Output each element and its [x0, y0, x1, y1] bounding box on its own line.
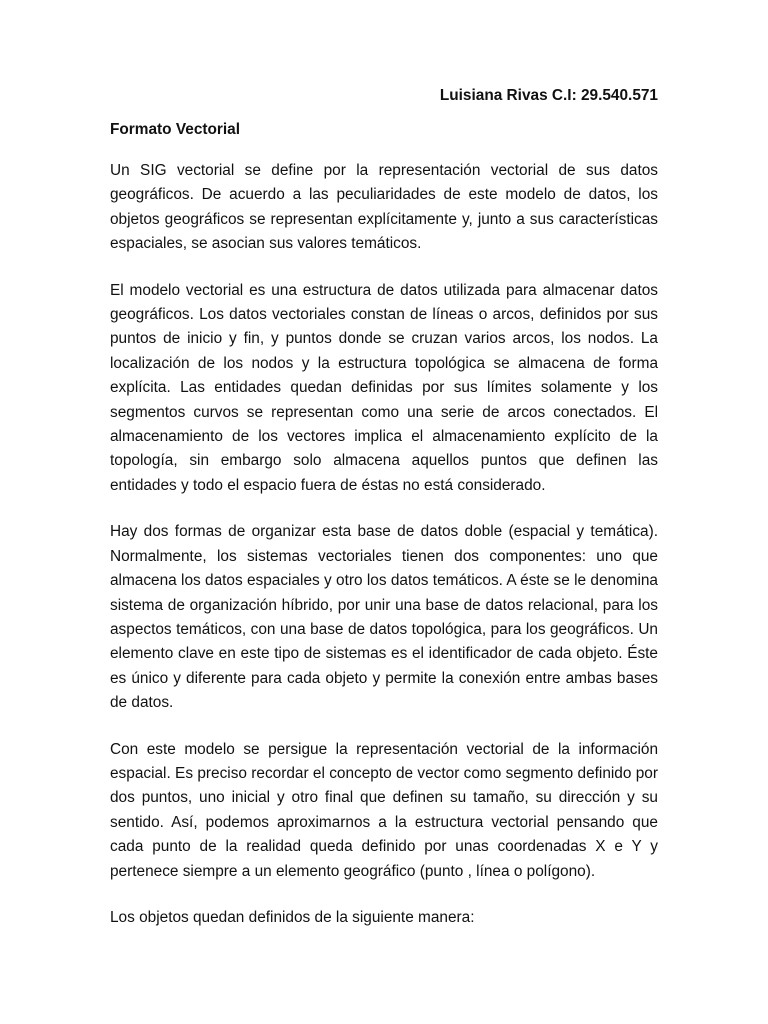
paragraph-5: Los objetos quedan definidos de la siguiente manera:	[110, 908, 475, 926]
paragraph-4: Con este modelo se persigue la representación vectorial de la información espacial. Es preciso recordar el concepto de vector como segmento definido por dos puntos, uno inicial y otro final que definen su tamaño, su dirección y su sentido. Así, podemos aproximarnos a la estructura vectorial pensando que cada punto de la realidad queda definido por unas coordenadas X e Y y pertenece siempre a un elemento geográfico (punto , línea o polígono).	[110, 740, 658, 880]
paragraph-2: El modelo vectorial es una estructura de datos utilizada para almacenar datos geográficos. Los datos vectoriales constan de líneas o arcos, definidos por sus puntos de inicio y fin, y puntos donde se cruzan varios arcos, los nodos. La localización de los nodos y la estructura topológica se almacena de forma explícita. Las entidades quedan definidas por sus límites solamente y los segmentos curvos se representan como una serie de arcos conectados. El almacenamiento de los vectores implica el almacenamiento explícito de la topología, sin embargo solo almacena aquellos puntos que definen las entidades y todo el espacio fuera de éstas no está considerado.	[110, 281, 658, 494]
document-body	[110, 159, 658, 952]
paragraph-1: Un SIG vectorial se define por la representación vectorial de sus datos geográficos. De acuerdo a las peculiaridades de este modelo de datos, los objetos geográficos se representan explícitamente y, junto a sus características espaciales, se asocian sus valores temáticos.	[110, 162, 658, 253]
author-line: Luisiana Rivas C.I: 29.540.571	[439, 87, 658, 104]
paragraph-3: Hay dos formas de organizar esta base de datos doble (espacial y temática). Normalmente, los sistemas vectoriales tienen dos componentes: uno que almacena los datos espaciales y otro los datos temáticos. A éste se le denomina sistema de organización híbrido, por unir una base de datos relacional, para los aspectos temáticos, con una base de datos topológica, para los geográficos. Un elemento clave en este tipo de sistemas es el identificador de cada objeto. Éste es único y diferente para cada objeto y permite la conexión entre ambas bases de datos.	[110, 523, 658, 712]
document-title: Formato Vectorial	[110, 121, 241, 138]
